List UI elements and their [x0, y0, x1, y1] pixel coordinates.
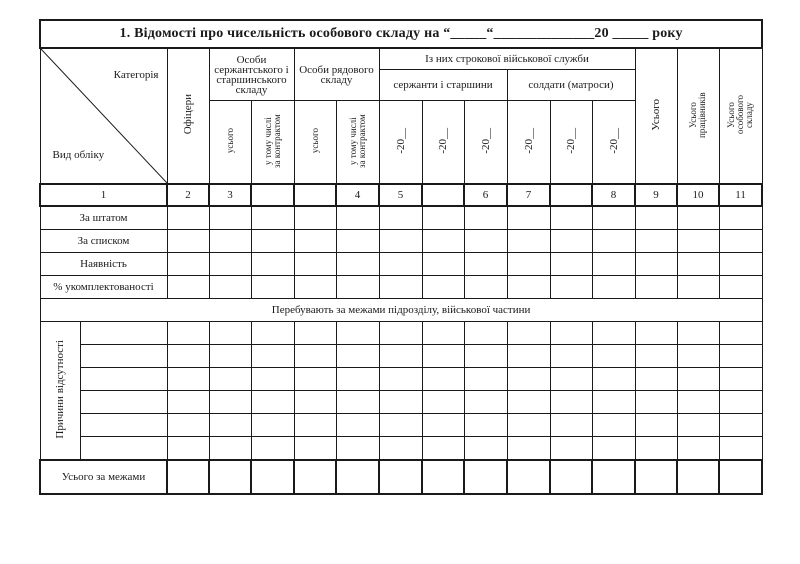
row-label: % укомплектованості	[40, 276, 167, 299]
absence-row	[40, 414, 762, 437]
column-number: 7	[507, 184, 550, 206]
total-personnel-header: Усього особового складу	[719, 48, 762, 184]
record-type-label: Вид обліку	[52, 149, 105, 161]
year-header: -20__	[464, 101, 507, 185]
total-header: Усього	[635, 48, 677, 184]
absence-row	[40, 345, 762, 368]
sergeants-contract-header: у тому числі за контрактом	[251, 101, 294, 185]
column-number: 4	[336, 184, 379, 206]
year-header: -20__	[550, 101, 592, 185]
rank-contract-header: у тому числі за контрактом	[336, 101, 379, 185]
column-number-empty	[251, 184, 294, 206]
row-label: За списком	[40, 230, 167, 253]
table-row	[40, 253, 762, 276]
table-row	[40, 206, 762, 230]
sergeants-sub-header: сержанти і старшини	[379, 70, 507, 101]
column-number: 11	[719, 184, 762, 206]
rank-total-header: усього	[294, 101, 336, 185]
table-row	[40, 276, 762, 299]
absence-row	[40, 368, 762, 391]
diagonal-header-cell	[40, 48, 167, 184]
column-number-empty	[550, 184, 592, 206]
personnel-strength-table	[39, 19, 763, 495]
rank-group-header: Особи рядового складу	[294, 48, 379, 101]
outside-unit-banner: Перебувають за межами підрозділу, військової частини	[40, 299, 762, 322]
year-header: -20__	[507, 101, 550, 185]
column-number: 1	[40, 184, 167, 206]
total-outside-label: Усього за межами	[40, 460, 167, 494]
form-title: 1. Відомості про чисельність особового складу на “_____“______________20 _____ року	[40, 20, 762, 48]
total-outside-row	[40, 460, 762, 494]
year-header: -20__	[422, 101, 464, 185]
row-label: Наявність	[40, 253, 167, 276]
column-number: 10	[677, 184, 719, 206]
table-row	[40, 230, 762, 253]
total-workers-header: Усього працівників	[677, 48, 719, 184]
column-number: 8	[592, 184, 635, 206]
column-number: 9	[635, 184, 677, 206]
sergeants-group-header: Особи сержантського і старшинського складу	[209, 48, 294, 101]
column-number-empty	[422, 184, 464, 206]
category-label: Категорія	[113, 69, 159, 81]
column-number-empty	[294, 184, 336, 206]
conscript-group-header: Із них строкової військової служби	[379, 48, 635, 70]
soldiers-sub-header: солдати (матроси)	[507, 70, 635, 101]
column-number-row	[40, 184, 762, 206]
column-number: 5	[379, 184, 422, 206]
absence-row	[40, 322, 762, 345]
row-label: За штатом	[40, 206, 167, 230]
year-header: -20__	[592, 101, 635, 185]
column-number: 2	[167, 184, 209, 206]
column-number: 6	[464, 184, 507, 206]
absence-row	[40, 437, 762, 461]
year-header: -20__	[379, 101, 422, 185]
absence-reasons-label: Причини відсутності	[40, 322, 80, 461]
absence-row	[40, 391, 762, 414]
column-number: 3	[209, 184, 251, 206]
officers-header: Офіцери	[167, 48, 209, 184]
sergeants-total-header: усього	[209, 101, 251, 185]
